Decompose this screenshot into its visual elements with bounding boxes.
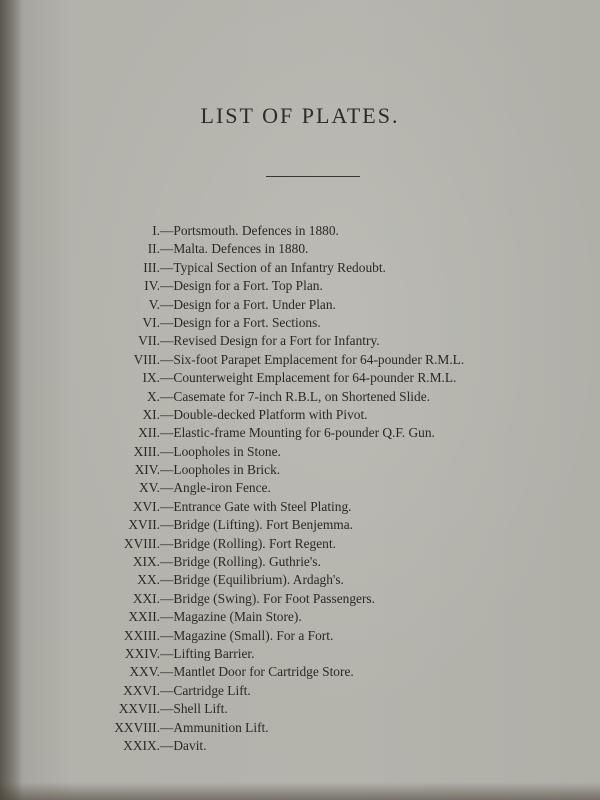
plate-entry xyxy=(0,406,600,424)
plate-number: XXIII. xyxy=(123,627,160,643)
page-title: LIST OF PLATES. xyxy=(200,103,400,128)
plate-title: —Loopholes in Stone. xyxy=(160,443,281,459)
plate-entry xyxy=(0,314,600,332)
plate-title: —Bridge (Equilibrium). Ardagh's. xyxy=(160,572,344,588)
title-rule xyxy=(266,176,360,177)
plate-number: XVIII. xyxy=(123,535,160,551)
plate-title: —Design for a Fort. Top Plan. xyxy=(160,278,323,294)
plate-number: XXII. xyxy=(128,609,160,625)
plate-entry xyxy=(0,516,600,534)
plate-entry xyxy=(0,351,600,369)
plate-entry xyxy=(0,332,600,350)
plate-number: XV. xyxy=(139,480,160,496)
plate-number: XVII. xyxy=(128,517,160,533)
plate-title: —Design for a Fort. Sections. xyxy=(160,314,321,330)
plate-number: XXIV. xyxy=(124,645,160,661)
plate-title: —Bridge (Swing). For Foot Passengers. xyxy=(160,590,375,606)
plate-entry xyxy=(0,498,600,516)
plate-entry xyxy=(0,479,600,497)
plate-number: III. xyxy=(143,259,160,275)
plate-number: XXVI. xyxy=(123,682,160,698)
plate-number: XXIX. xyxy=(123,737,160,753)
plates-list xyxy=(0,222,600,755)
plate-entry xyxy=(0,627,600,645)
plate-number: XVI. xyxy=(132,498,160,514)
plate-number: IX. xyxy=(142,370,160,386)
plate-title: —Elastic-frame Mounting for 6-pounder Q.F. Gun. xyxy=(160,425,435,441)
plate-number: V. xyxy=(148,296,160,312)
plate-entry xyxy=(0,443,600,461)
plate-number: XX. xyxy=(137,572,160,588)
plate-title: —Six-foot Parapet Emplacement for 64-pounder R.M.L. xyxy=(160,351,465,367)
plate-title: —Magazine (Small). For a Fort. xyxy=(160,627,334,643)
plate-title: —Double-decked Platform with Pivot. xyxy=(160,406,368,422)
plate-entry xyxy=(0,461,600,479)
plate-entry xyxy=(0,700,600,718)
plate-title: —Shell Lift. xyxy=(160,701,228,717)
plate-title: —Entrance Gate with Steel Plating. xyxy=(160,498,352,514)
plate-number: XXV. xyxy=(129,664,160,680)
plate-entry xyxy=(0,737,600,755)
plate-entry xyxy=(0,240,600,258)
plate-title: —Bridge (Lifting). Fort Benjemma. xyxy=(160,517,354,533)
plate-number: IV. xyxy=(144,278,160,294)
plate-number: X. xyxy=(146,388,160,404)
plate-entry xyxy=(0,296,600,314)
plate-title: —Casemate for 7-inch R.B.L, on Shortened Slide. xyxy=(160,388,430,404)
plate-title: —Portsmouth. Defences in 1880. xyxy=(160,223,339,238)
plate-title: —Malta. Defences in 1880. xyxy=(160,241,309,257)
plate-title: —Bridge (Rolling). Fort Regent. xyxy=(160,535,336,551)
plate-entry xyxy=(0,571,600,589)
plate-number: XIV. xyxy=(134,462,160,478)
plate-title: —Lifting Barrier. xyxy=(160,645,255,661)
plate-number: VII. xyxy=(138,333,160,349)
plate-entry xyxy=(0,663,600,681)
plate-entry xyxy=(0,645,600,663)
plate-number: XII. xyxy=(138,425,160,441)
plate-title: —Loopholes in Brick. xyxy=(160,462,281,478)
plate-number: VIII. xyxy=(133,351,160,367)
plate-title: —Typical Section of an Infantry Redoubt. xyxy=(160,259,386,275)
plate-entry xyxy=(0,277,600,295)
plate-number: XXI. xyxy=(132,590,160,606)
plate-number: XIX. xyxy=(132,554,160,570)
plate-entry xyxy=(0,388,600,406)
plate-entry xyxy=(0,590,600,608)
plate-title: —Magazine (Main Store). xyxy=(160,609,302,625)
plate-entry xyxy=(0,682,600,700)
plate-entry xyxy=(0,535,600,553)
plate-entry xyxy=(0,222,600,240)
plate-number: XI. xyxy=(142,406,160,422)
plate-entry xyxy=(0,259,600,277)
plate-number: XXVIII. xyxy=(114,719,160,735)
plate-number: XXVII. xyxy=(118,701,160,717)
plate-title: —Davit. xyxy=(160,737,207,753)
plate-number: VI. xyxy=(142,314,160,330)
plate-entry xyxy=(0,369,600,387)
plate-entry xyxy=(0,719,600,737)
page-bottom-edge xyxy=(0,782,600,800)
plate-title: —Cartridge Lift. xyxy=(160,682,251,698)
plate-title: —Revised Design for a Fort for Infantry. xyxy=(160,333,380,349)
plate-title: —Design for a Fort. Under Plan. xyxy=(160,296,336,312)
plate-number: XIII. xyxy=(133,443,160,459)
plate-entry xyxy=(0,608,600,626)
plate-entry xyxy=(0,553,600,571)
plate-number: II. xyxy=(147,241,160,257)
plate-title: —Bridge (Rolling). Guthrie's. xyxy=(160,554,321,570)
plate-number: I. xyxy=(152,223,160,238)
plate-entry xyxy=(0,424,600,442)
plate-title: —Mantlet Door for Cartridge Store. xyxy=(160,664,354,680)
plate-title: —Angle-iron Fence. xyxy=(160,480,271,496)
plate-title: —Ammunition Lift. xyxy=(160,719,269,735)
plate-title: —Counterweight Emplacement for 64-pounder R.M.L. xyxy=(160,370,457,386)
